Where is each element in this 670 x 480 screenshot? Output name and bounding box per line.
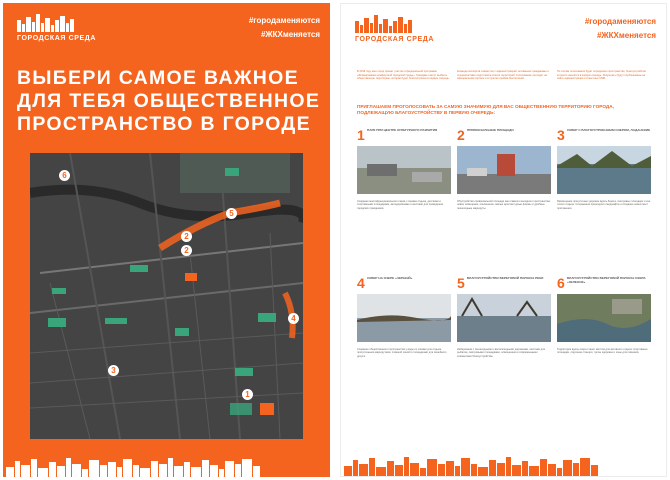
hashtag-1: #городаменяются	[248, 16, 320, 25]
intro-text: Команда экспертов совместно с администрацией, активными гражданами и специалистами подготовила список территорий. Голосование проходит на официальном портале и в пунктах приёма бюллетеней.	[457, 70, 549, 81]
map-marker[interactable]	[242, 389, 253, 400]
park-photo	[357, 146, 451, 194]
card-title: ПАРК ПРИ ЦЕНТРЕ КУЛЬТУРНОГО РАЗВИТИЯ	[367, 128, 438, 132]
territory-card[interactable]	[357, 276, 451, 396]
river-photo-graphic	[457, 294, 551, 342]
card-number: 5	[457, 275, 465, 291]
city-map-graphic	[30, 153, 303, 439]
card-title: СКВЕР С БЛАГОУСТРОЕННЫМ ОЗЕРОМ, ЛАДАНСКИЕ	[567, 128, 651, 132]
card-description: Размещение прогулочных дорожек вдоль берега, смотровых площадок и зон тихого отдыха. Сохранение природного ландшафта и создание новых мест притяжения.	[557, 200, 651, 210]
hashtag-2: #ЖКХменяется	[596, 31, 656, 40]
river-photo	[457, 294, 551, 342]
lake-square-photo-graphic	[357, 294, 451, 342]
left-poster	[3, 3, 330, 477]
map-marker[interactable]	[288, 313, 299, 324]
card-description: Набережная с пешеходными и велосипедными дорожками, местами для рыбалки, смотровыми площадками, освещением и современными элементами благоустройства.	[457, 348, 546, 358]
headline	[17, 67, 321, 136]
headline-line: ВЫБЕРИ САМОЕ ВАЖНОЕ	[17, 67, 299, 89]
marker-number: 5	[229, 209, 234, 218]
park-photo-graphic	[357, 146, 451, 194]
hashtag-2: #ЖКХменяется	[260, 30, 320, 39]
footer-skyline-icon	[3, 455, 330, 477]
logo-text: ГОРОДСКАЯ СРЕДА	[17, 35, 97, 42]
map-marker[interactable]	[181, 231, 192, 242]
card-title: ПРИВОКЗАЛЬНЫЕ ПЛОЩАДИ	[467, 128, 514, 132]
territory-card[interactable]	[457, 128, 551, 248]
card-description: Создание многофункционального парка с зонами отдыха, детскими и спортивными площадками, велодорожками и местами для проведения городских праздников.	[357, 200, 444, 210]
right-poster	[340, 3, 667, 477]
city-logo-icon	[355, 15, 412, 33]
map-marker[interactable]	[226, 208, 237, 219]
card-number: 6	[557, 275, 565, 291]
card-number: 3	[557, 127, 565, 143]
territory-card[interactable]	[557, 276, 651, 396]
marker-number: 1	[245, 390, 250, 399]
map-marker[interactable]	[59, 170, 70, 181]
card-number: 4	[357, 275, 365, 291]
card-description: Создание общественного пространства у воды со зонами для отдыха, прогулочными маршрутами, пляжной зоной и площадками для семейного досуга.	[357, 348, 447, 358]
map-marker[interactable]	[108, 365, 119, 376]
map-marker[interactable]	[181, 245, 192, 256]
intro-text: В 2018 году наш город примет участие в федеральной программе «Формирование комфортной городской среды». Граждане смогут выбрать общественную территорию, которая будет благоустроена в первую очередь.	[357, 70, 450, 81]
station-photo	[457, 146, 551, 194]
lake-square-photo	[357, 294, 451, 342]
intro-text: По итогам голосования будет определено пространство, благоустройство которого начнётся в первую очередь. Результаты будут опубликованы на сайте администрации и в местных СМИ.	[557, 70, 647, 81]
territory-card[interactable]	[457, 276, 551, 396]
station-photo-graphic	[457, 146, 551, 194]
invite-heading: ПРИГЛАШАЕМ ПРОГОЛОСОВАТЬ ЗА САМУЮ ЗНАЧИМУЮ ДЛЯ ВАС ОБЩЕСТВЕННУЮ ТЕРРИТОРИЮ ГОРОДА, ПОДЛЕЖАЩУЮ БЛАГОУСТРОЙСТВУ В ПЕРВУЮ ОЧЕРЕДЬ:	[357, 104, 614, 115]
card-number: 1	[357, 127, 365, 143]
headline-line: ДЛЯ ТЕБЯ ОБЩЕСТВЕННОЕ	[17, 90, 321, 112]
marker-number: 2	[184, 246, 189, 255]
marker-number: 4	[291, 314, 296, 323]
marker-number: 3	[111, 366, 116, 375]
headline-line: ПРОСТРАНСТВО В ГОРОДЕ	[17, 113, 311, 135]
territory-card[interactable]	[357, 128, 451, 248]
card-description: Территория вдоль озера станет местом для активного отдыха: спортивные площадки, лодочная станция, тропы здоровья и зоны для пикников.	[557, 348, 648, 355]
marker-number: 2	[184, 232, 189, 241]
logo-text: ГОРОДСКАЯ СРЕДА	[355, 36, 435, 43]
card-title: БЛАГОУСТРОЙСТВО БЕРЕГОВОЙ ПОЛОСЫ РЕКИ	[467, 276, 544, 280]
card-title: БЛАГОУСТРОЙСТВО БЕРЕГОВОЙ ПОЛОСЫ ОЗЕРА «ЗЕЛЕНОЕ»	[567, 276, 646, 284]
card-description: Обустройство привокзальной площади как главного въездного пространства: новое освещение, озеленение, малые архитектурные формы и удобные пешеходные маршруты.	[457, 200, 551, 210]
footer-skyline-icon	[341, 454, 666, 476]
lake-photo-graphic	[557, 146, 651, 194]
territory-card[interactable]	[557, 128, 651, 248]
city-logo-icon	[17, 14, 74, 32]
lake-photo	[557, 146, 651, 194]
marker-number: 6	[62, 171, 67, 180]
card-title: СКВЕР НА ОЗЕРЕ «ЧЕРНЫЙ»	[367, 276, 413, 280]
card-number: 2	[457, 127, 465, 143]
aerial-photo-graphic	[557, 294, 651, 342]
hashtag-1: #городаменяются	[584, 17, 656, 26]
city-map	[30, 153, 303, 439]
aerial-photo	[557, 294, 651, 342]
